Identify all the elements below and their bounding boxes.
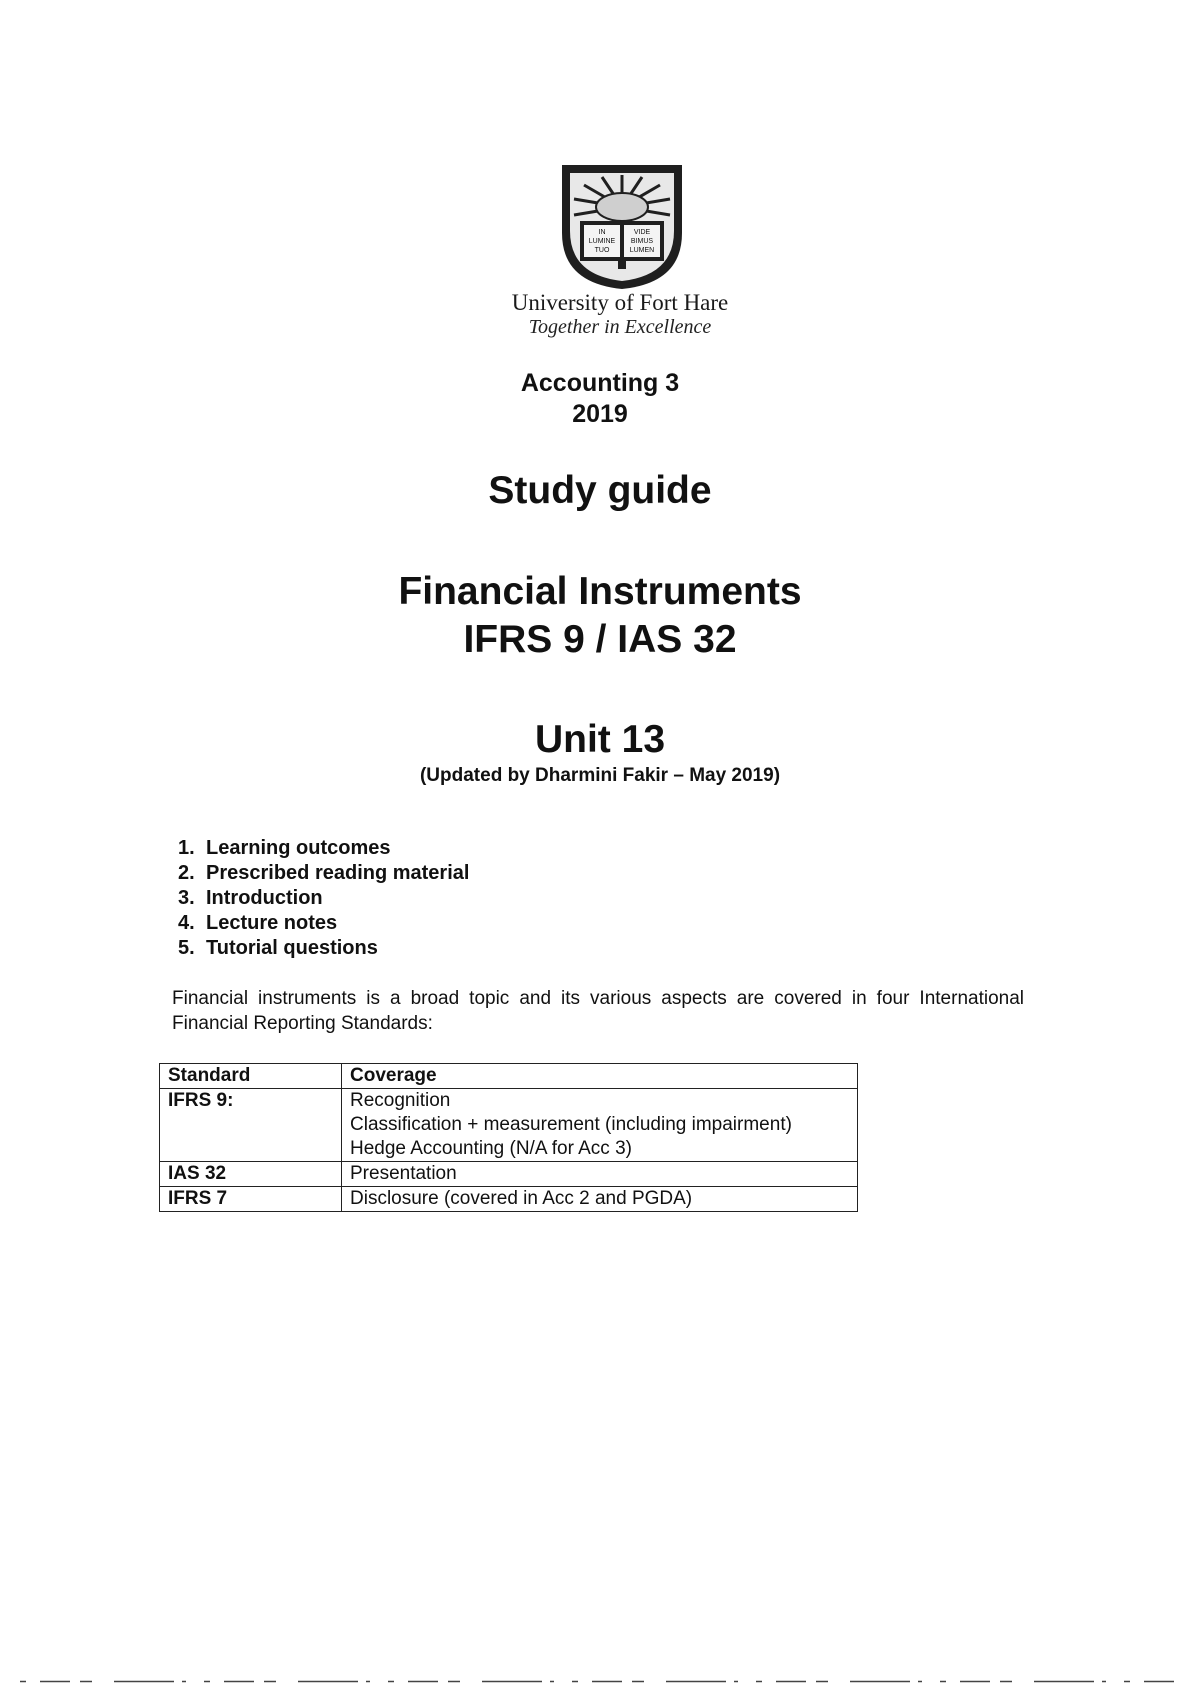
crest-text-3: TUO <box>594 247 610 254</box>
crest-text-5: BIMUS <box>630 238 654 245</box>
institution-name: University of Fort Hare <box>511 290 729 315</box>
contents-item-number: 4. <box>178 912 195 934</box>
coverage-line: Hedge Accounting (N/A for Acc 3) <box>350 1138 632 1159</box>
table-header-row <box>160 1064 858 1089</box>
standards-table <box>159 1063 858 1212</box>
table-cell-coverage <box>342 1187 858 1212</box>
coverage-line: Recognition <box>350 1090 451 1111</box>
topic-heading: Financial Instruments <box>398 570 802 613</box>
course-year: 2019 <box>572 400 628 428</box>
standards-heading: IFRS 9 / IAS 32 <box>463 618 737 661</box>
contents-item <box>178 861 469 886</box>
contents-item-label: Prescribed reading material <box>206 862 470 884</box>
table-cell-standard: IFRS 7 <box>160 1187 342 1212</box>
contents-item <box>178 886 469 911</box>
contents-item <box>178 836 469 861</box>
contents-item <box>178 936 469 961</box>
university-crest-logo <box>558 163 686 291</box>
contents-item-number: 5. <box>178 937 195 959</box>
crest-text-2: LUMINE <box>588 238 616 245</box>
table-row <box>160 1089 858 1162</box>
document-type-heading: Study guide <box>488 469 712 512</box>
crest-text-6: LUMEN <box>629 247 655 254</box>
contents-item-label: Introduction <box>206 887 323 909</box>
contents-item <box>178 911 469 936</box>
table-row <box>160 1162 858 1187</box>
table-cell-coverage <box>342 1089 858 1162</box>
crest-text-1: IN <box>598 229 606 236</box>
table-header-standard: Standard <box>160 1064 342 1089</box>
contents-item-number: 3. <box>178 887 195 909</box>
table-header-coverage: Coverage <box>342 1064 858 1089</box>
course-title: Accounting 3 <box>520 369 680 397</box>
contents-list <box>178 836 469 961</box>
table-cell-coverage <box>342 1162 858 1187</box>
contents-item-label: Lecture notes <box>206 912 338 934</box>
scan-footer-artifact <box>20 1680 1180 1683</box>
table-row <box>160 1187 858 1212</box>
contents-item-label: Tutorial questions <box>206 937 378 959</box>
contents-item-label: Learning outcomes <box>206 837 391 859</box>
table-cell-standard: IFRS 9: <box>160 1089 342 1162</box>
unit-heading: Unit 13 <box>534 718 666 761</box>
contents-item-number: 1. <box>178 837 195 859</box>
crest-text-4: VIDE <box>633 229 651 236</box>
table-cell-standard: IAS 32 <box>160 1162 342 1187</box>
coverage-line: Presentation <box>350 1163 457 1184</box>
coverage-line: Disclosure (covered in Acc 2 and PGDA) <box>350 1188 693 1209</box>
updated-note: (Updated by Dharmini Fakir – May 2019) <box>419 765 781 786</box>
coverage-line: Classification + measurement (including impairment) <box>350 1114 792 1135</box>
intro-paragraph: Financial instruments is a broad topic and its various aspects are covered in four International Financial Reporting Standards: <box>172 988 1024 1034</box>
contents-item-number: 2. <box>178 862 195 884</box>
institution-motto: Together in Excellence <box>528 316 712 338</box>
